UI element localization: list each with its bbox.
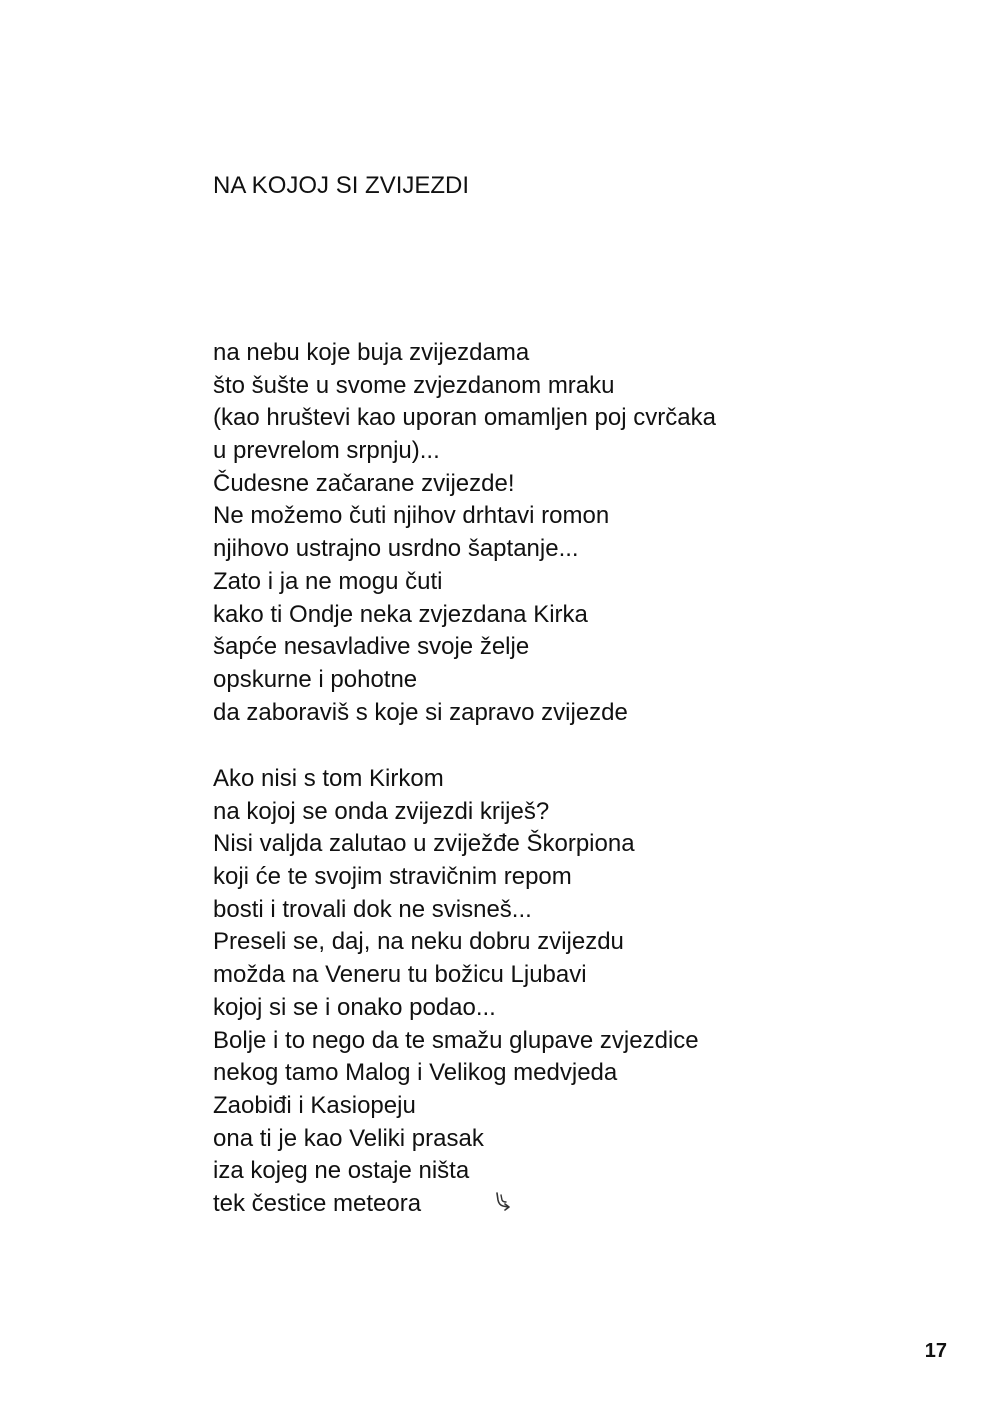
verse-line: Nisi valjda zalutao u zviježđe Škorpiona <box>213 830 635 858</box>
verse-line: Čudesne začarane zvijezde! <box>213 469 515 497</box>
verse-line: koji će te svojim stravičnim repom <box>213 863 572 891</box>
poem-title: NA KOJOJ SI ZVIJEZDI <box>213 172 470 199</box>
verse-line: u prevrelom srpnju)... <box>213 437 440 465</box>
stanza-2 <box>213 763 699 1221</box>
stanza-1 <box>213 337 716 729</box>
verse-line: Preseli se, daj, na neku dobru zvijezdu <box>213 928 624 956</box>
verse-line: tek čestice meteora <box>213 1189 422 1217</box>
verse-line: na nebu koje buja zvijezdama <box>213 339 530 366</box>
verse-line: opskurne i pohotne <box>213 665 418 693</box>
verse-line: kojoj si se i onako podao... <box>213 993 496 1021</box>
verse-line: (kao hruštevi kao uporan omamljen poj cvrčaka <box>213 404 716 432</box>
verse-line: možda na Veneru tu božicu Ljubavi <box>213 961 587 989</box>
end-of-poem-ornament-icon <box>492 1190 514 1212</box>
verse-line: Bolje i to nego da te smažu glupave zvjezdice <box>213 1026 699 1054</box>
verse-line: Zaobiđi i Kasiopeju <box>213 1091 416 1119</box>
verse-line: nekog tamo Malog i Velikog medvjeda <box>213 1059 618 1087</box>
verse-line: šapće nesavladive svoje želje <box>213 633 530 661</box>
verse-line: iza kojeg ne ostaje ništa <box>213 1157 470 1185</box>
verse-line: što šušte u svome zvjezdanom mraku <box>213 371 615 399</box>
verse-line: bosti i trovali dok ne svisneš... <box>213 895 532 923</box>
verse-line: ona ti je kao Veliki prasak <box>213 1124 484 1152</box>
page-number: 17 <box>924 1340 947 1362</box>
verse-line: kako ti Ondje neka zvjezdana Kirka <box>213 600 588 628</box>
verse-line: na kojoj se onda zvijezdi kriješ? <box>213 797 550 825</box>
verse-line: da zaboraviš s koje si zapravo zvijezde <box>213 698 628 726</box>
verse-line: Zato i ja ne mogu čuti <box>213 567 443 595</box>
verse-line: Ako nisi s tom Kirkom <box>213 765 444 792</box>
verse-line: njihovo ustrajno usrdno šaptanje... <box>213 535 579 563</box>
verse-line: Ne možemo čuti njihov drhtavi romon <box>213 502 610 530</box>
